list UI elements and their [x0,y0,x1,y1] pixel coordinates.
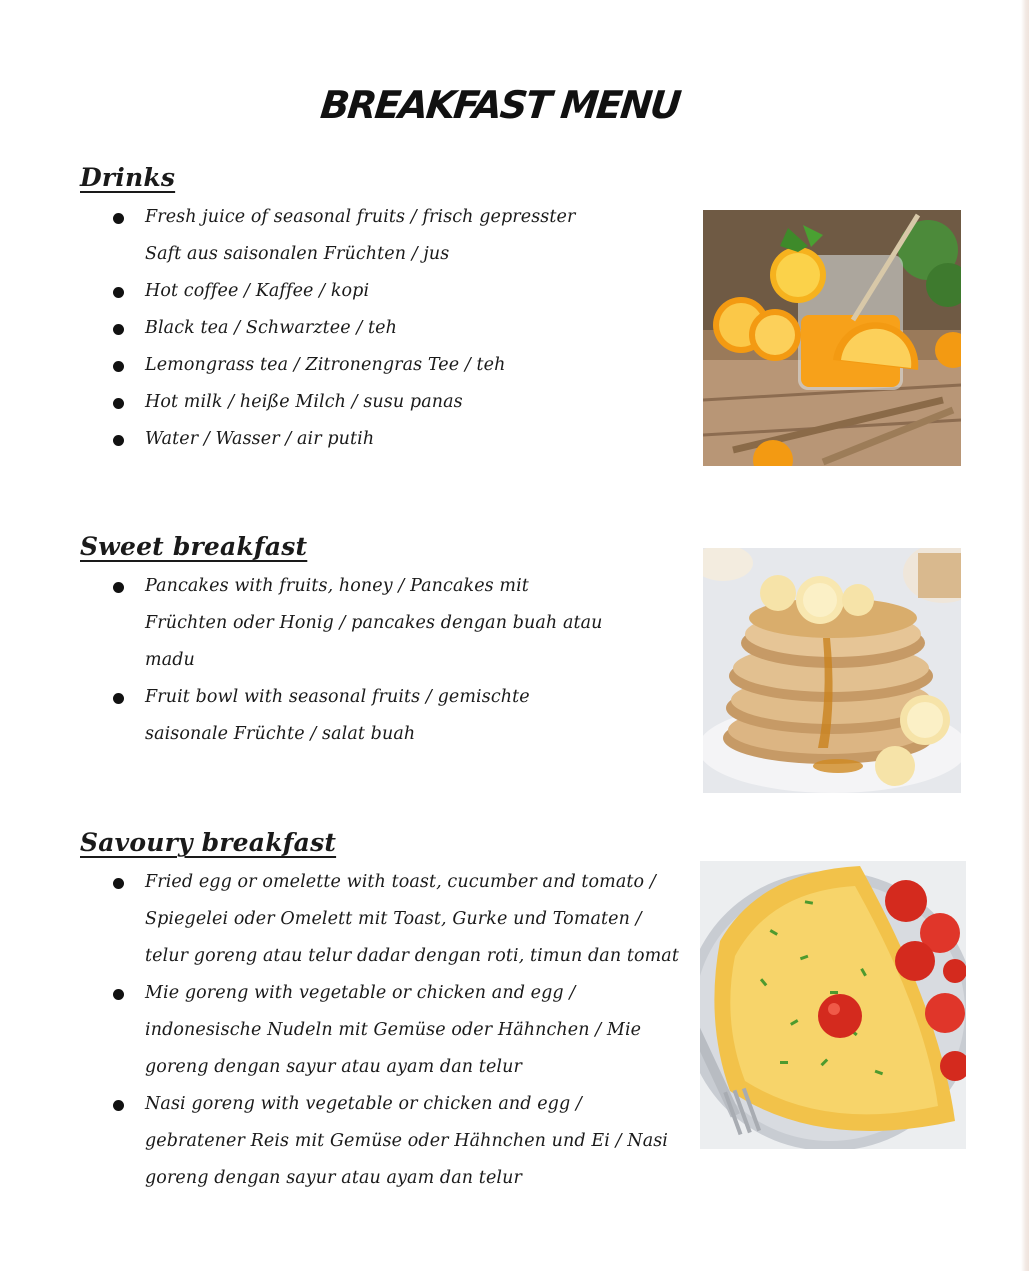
bullet-icon [113,989,124,1000]
omelette-photo [700,861,966,1149]
bullet-icon [113,361,124,372]
bullet-icon [113,287,124,298]
bullet-icon [113,693,124,704]
bullet-icon [113,582,124,593]
bullet-icon [113,435,124,446]
list-item: Fried egg or omelette with toast, cucumber and tomato / Spiegelei oder Omelett mit Toast, Gurke und Tomaten / telur goreng atau telur dadar dengan roti, timun dan tomat [80,864,685,975]
page-title: BREAKFAST MENU [318,83,682,128]
section-heading-drinks: Drinks [80,163,176,192]
section-heading-savoury-breakfast: Savoury breakfast [80,828,337,857]
bullet-icon [113,324,124,335]
bullet-icon [113,398,124,409]
section-savoury-breakfast [80,828,680,1197]
list-item: Hot coffee / Kaffee / kopi [80,273,610,310]
bullet-icon [113,213,124,224]
savoury-breakfast-list [80,864,685,1197]
list-item: Lemongrass tea / Zitronengras Tee / teh [80,347,610,384]
list-item: Hot milk / heiße Milch / susu panas [80,384,610,421]
bullet-icon [113,878,124,889]
banana-pancakes-photo [703,548,961,793]
list-item: Mie goreng with vegetable or chicken and egg / indonesische Nudeln mit Gemüse oder Hähnchen / Mie goreng dengan sayur atau ayam dan telur [80,975,685,1086]
list-item: Nasi goreng with vegetable or chicken and egg / gebratener Reis mit Gemüse oder Hähnchen und Ei / Nasi goreng dengan sayur atau ayam dan telur [80,1086,685,1197]
list-item: Pancakes with fruits, honey / Pancakes mit Früchten oder Honig / pancakes dengan buah atau madu [80,568,610,679]
list-item: Water / Wasser / air putih [80,421,610,458]
section-drinks [80,163,640,458]
page-edge-shadow [1021,0,1029,1271]
section-heading-sweet-breakfast: Sweet breakfast [80,532,308,561]
list-item: Fruit bowl with seasonal fruits / gemischte saisonale Früchte / salat buah [80,679,610,753]
list-item: Fresh juice of seasonal fruits / frisch gepresster Saft aus saisonalen Früchten / jus [80,199,610,273]
drinks-list [80,199,610,458]
orange-juice-photo [703,210,961,466]
section-sweet-breakfast [80,532,640,753]
list-item: Black tea / Schwarztee / teh [80,310,610,347]
bullet-icon [113,1100,124,1111]
sweet-breakfast-list [80,568,610,753]
